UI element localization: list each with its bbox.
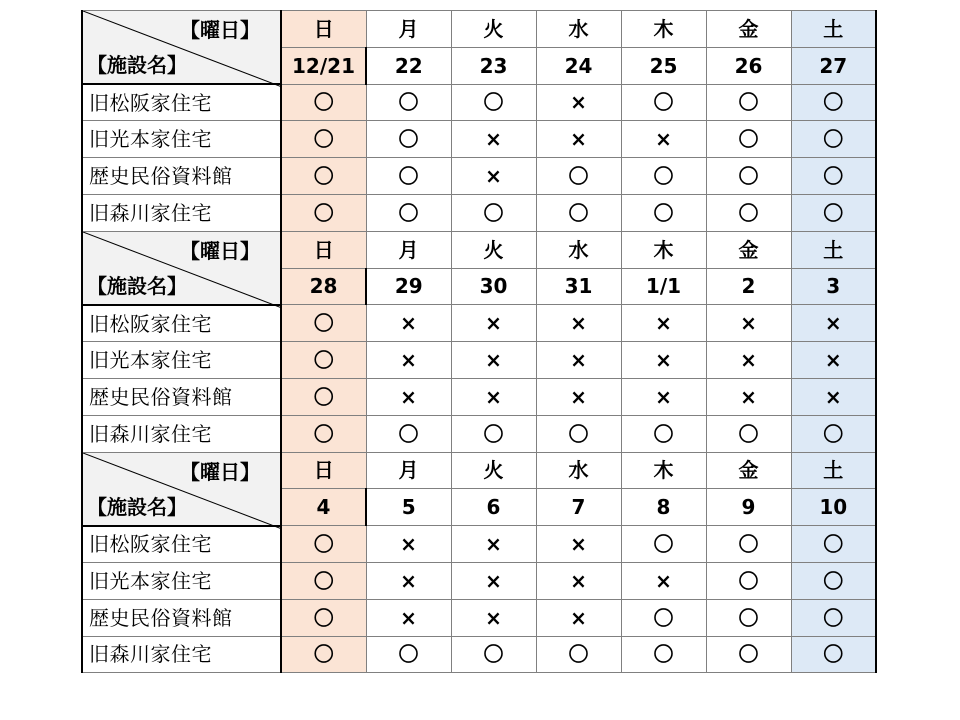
facility-name: 旧松阪家住宅 [82,84,281,121]
status-mark: 〇 [791,194,876,231]
date-cell: 8 [621,489,706,526]
facility-name: 旧松阪家住宅 [82,526,281,563]
status-mark: 〇 [791,84,876,121]
date-cell: 9 [706,489,791,526]
status-mark: × [366,305,451,342]
corner-header-cell [82,231,281,305]
status-mark: 〇 [281,305,366,342]
weekday-cell: 月 [366,11,451,48]
weekday-cell: 水 [536,452,621,489]
facility-name: 旧光本家住宅 [82,562,281,599]
date-cell: 22 [366,47,451,84]
date-cell: 25 [621,47,706,84]
schedule-table [81,10,877,673]
weekday-cell: 金 [706,11,791,48]
status-mark: 〇 [281,415,366,452]
status-mark: 〇 [366,194,451,231]
status-mark: 〇 [791,121,876,158]
status-mark: 〇 [451,415,536,452]
weekday-cell: 月 [366,452,451,489]
status-mark: 〇 [621,158,706,195]
status-mark: 〇 [621,526,706,563]
status-mark: × [366,599,451,636]
weekday-label: 【曜日】 [180,238,260,263]
weekday-cell: 月 [366,231,451,268]
facility-name: 旧光本家住宅 [82,121,281,158]
status-mark: 〇 [706,599,791,636]
corner-header-cell [82,452,281,526]
date-cell: 23 [451,47,536,84]
status-mark: × [366,342,451,379]
status-mark: 〇 [791,636,876,673]
date-cell: 28 [281,268,366,305]
date-cell: 1/1 [621,268,706,305]
status-mark: × [536,562,621,599]
status-mark: 〇 [536,158,621,195]
status-mark: 〇 [451,636,536,673]
status-mark: 〇 [621,84,706,121]
facility-row [82,599,876,636]
status-mark: 〇 [706,84,791,121]
status-mark: 〇 [366,415,451,452]
status-mark: × [451,378,536,415]
weekday-cell: 日 [281,231,366,268]
facility-name: 旧森川家住宅 [82,194,281,231]
status-mark: × [706,378,791,415]
date-cell: 29 [366,268,451,305]
status-mark: × [451,305,536,342]
status-mark: × [791,378,876,415]
status-mark: × [536,121,621,158]
weekday-cell: 日 [281,452,366,489]
facility-label: 【施設名】 [87,273,187,298]
status-mark: 〇 [281,526,366,563]
status-mark: 〇 [536,194,621,231]
status-mark: 〇 [366,158,451,195]
status-mark: 〇 [281,158,366,195]
weekday-cell: 火 [451,231,536,268]
status-mark: × [536,342,621,379]
facility-row [82,378,876,415]
weekday-cell: 土 [791,11,876,48]
facility-row [82,526,876,563]
status-mark: × [451,342,536,379]
weekday-cell: 金 [706,452,791,489]
status-mark: 〇 [706,158,791,195]
status-mark: 〇 [366,84,451,121]
status-mark: 〇 [536,415,621,452]
status-mark: × [791,305,876,342]
status-mark: 〇 [706,121,791,158]
status-mark: 〇 [451,84,536,121]
corner-header-cell [82,11,281,85]
weekday-label: 【曜日】 [180,18,260,42]
status-mark: 〇 [621,636,706,673]
facility-row [82,305,876,342]
date-cell: 5 [366,489,451,526]
date-cell: 6 [451,489,536,526]
status-mark: 〇 [281,84,366,121]
facility-name: 旧森川家住宅 [82,415,281,452]
facility-row [82,415,876,452]
facility-row [82,158,876,195]
status-mark: × [706,342,791,379]
date-cell: 2 [706,268,791,305]
status-mark: × [621,342,706,379]
status-mark: 〇 [281,121,366,158]
weekday-cell: 木 [621,452,706,489]
status-mark: 〇 [366,121,451,158]
date-cell: 26 [706,47,791,84]
status-mark: × [536,599,621,636]
weekday-cell: 水 [536,11,621,48]
date-cell: 4 [281,489,366,526]
status-mark: × [366,378,451,415]
status-mark: 〇 [621,194,706,231]
status-mark: 〇 [281,562,366,599]
status-mark: 〇 [621,599,706,636]
status-mark: 〇 [281,194,366,231]
weekday-cell: 木 [621,231,706,268]
status-mark: 〇 [706,194,791,231]
status-mark: × [451,599,536,636]
status-mark: 〇 [791,599,876,636]
weekday-header-row [82,11,876,48]
facility-name: 旧松阪家住宅 [82,305,281,342]
weekday-cell: 金 [706,231,791,268]
status-mark: 〇 [706,526,791,563]
weekday-cell: 土 [791,231,876,268]
weekday-cell: 木 [621,11,706,48]
status-mark: × [621,562,706,599]
date-cell: 31 [536,268,621,305]
weekday-header-row [82,452,876,489]
status-mark: × [366,562,451,599]
status-mark: × [536,378,621,415]
facility-row [82,121,876,158]
facility-name: 歴史民俗資料館 [82,158,281,195]
status-mark: × [366,526,451,563]
status-mark: × [536,305,621,342]
status-mark: 〇 [706,415,791,452]
weekday-header-row [82,231,876,268]
status-mark: × [451,158,536,195]
status-mark: 〇 [791,562,876,599]
date-cell: 12/21 [281,47,366,84]
date-cell: 30 [451,268,536,305]
status-mark: × [536,84,621,121]
facility-name: 歴史民俗資料館 [82,378,281,415]
weekday-cell: 土 [791,452,876,489]
status-mark: 〇 [281,636,366,673]
facility-label: 【施設名】 [87,53,187,78]
weekday-cell: 火 [451,11,536,48]
status-mark: × [621,378,706,415]
status-mark: × [791,342,876,379]
status-mark: × [536,526,621,563]
weekday-label: 【曜日】 [180,459,260,484]
status-mark: 〇 [281,599,366,636]
status-mark: 〇 [621,415,706,452]
status-mark: 〇 [706,562,791,599]
status-mark: × [451,562,536,599]
facility-name: 旧光本家住宅 [82,342,281,379]
facility-row [82,636,876,673]
status-mark: 〇 [791,415,876,452]
facility-row [82,562,876,599]
facility-row [82,194,876,231]
status-mark: 〇 [706,636,791,673]
status-mark: 〇 [281,378,366,415]
status-mark: 〇 [281,342,366,379]
status-mark: × [451,526,536,563]
status-mark: 〇 [791,158,876,195]
status-mark: 〇 [791,526,876,563]
facility-row [82,84,876,121]
status-mark: 〇 [451,194,536,231]
date-cell: 24 [536,47,621,84]
date-cell: 3 [791,268,876,305]
facility-name: 歴史民俗資料館 [82,599,281,636]
status-mark: × [451,121,536,158]
date-cell: 7 [536,489,621,526]
status-mark: 〇 [536,636,621,673]
date-cell: 10 [791,489,876,526]
date-cell: 27 [791,47,876,84]
weekday-cell: 水 [536,231,621,268]
status-mark: 〇 [366,636,451,673]
facility-name: 旧森川家住宅 [82,636,281,673]
status-mark: × [621,121,706,158]
facility-label: 【施設名】 [87,494,187,519]
status-mark: × [706,305,791,342]
status-mark: × [621,305,706,342]
weekday-cell: 火 [451,452,536,489]
facility-row [82,342,876,379]
weekday-cell: 日 [281,11,366,48]
